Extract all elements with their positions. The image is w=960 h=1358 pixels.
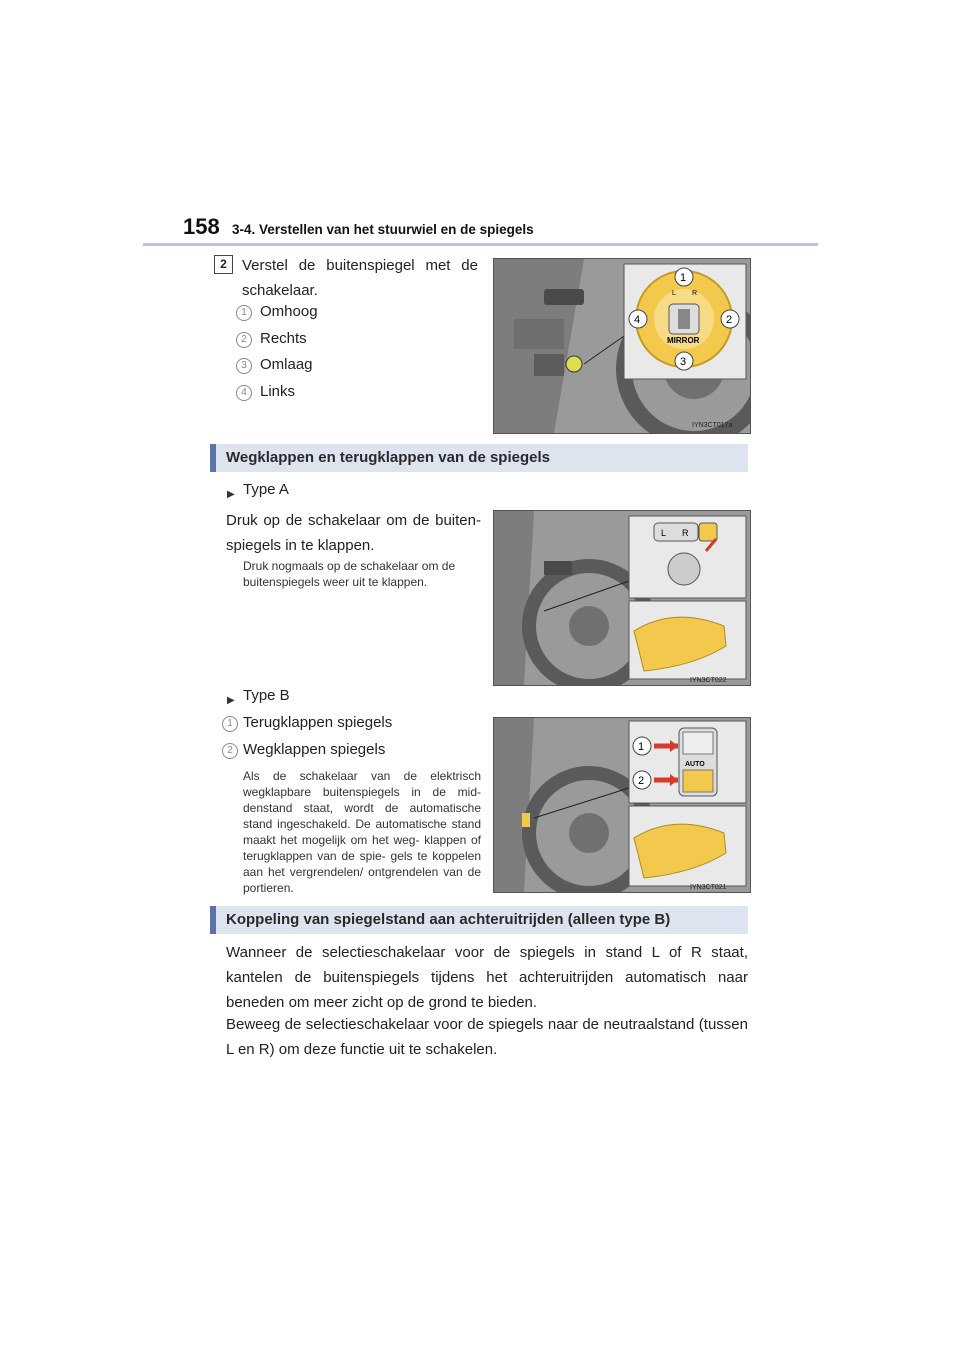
figure-code: IYN3CT017a <box>692 422 733 429</box>
switch-label-l: L <box>672 290 676 297</box>
type-a-note: Druk nogmaals op de schakelaar om de buitenspiegels weer uit te klappen. <box>243 559 456 589</box>
figure-code: IYN3CT022 <box>690 677 727 684</box>
type-label: Type A <box>243 481 289 498</box>
switch-label-r: R <box>682 528 689 538</box>
mirror-switch-figure <box>493 258 751 434</box>
auto-label: AUTO <box>685 761 705 768</box>
header-divider <box>143 243 818 246</box>
item-label: Omlaag <box>260 356 313 373</box>
item-number: 1 <box>222 716 238 732</box>
dashboard-illustration <box>494 718 750 892</box>
callout-3: 3 <box>680 356 687 368</box>
item-number: 3 <box>236 358 252 374</box>
callout-4: 4 <box>634 314 641 326</box>
callout-1: 1 <box>638 741 645 753</box>
callout-2: 2 <box>726 314 733 326</box>
chapter-title: 3-4. Verstellen van het stuurwiel en de spiegels <box>232 222 534 237</box>
step-text: Verstel de buitenspiegel met de schakelaar. <box>242 257 478 299</box>
item-number: 2 <box>236 332 252 348</box>
type-a-text: Druk op de schakelaar om de buiten- spiegels in te klappen. <box>226 512 481 554</box>
callout-2: 2 <box>638 775 645 787</box>
fold-switch-type-b-figure <box>493 717 751 893</box>
item-label: Wegklappen spiegels <box>243 741 386 758</box>
fold-switch-type-a-figure <box>493 510 751 686</box>
step-number: 2 <box>214 255 233 274</box>
mirror-label: MIRROR <box>667 336 700 345</box>
item-number: 2 <box>222 743 238 759</box>
switch-label-l: L <box>661 528 667 538</box>
section-heading: Koppeling van spiegelstand aan achteruitrijden (alleen type B) <box>210 906 748 934</box>
item-label: Omhoog <box>260 303 318 320</box>
bullet-triangle-icon: ▶ <box>227 695 235 706</box>
item-number: 4 <box>236 385 252 401</box>
section-heading: Wegklappen en terugklappen van de spiegels <box>210 444 748 472</box>
dashboard-illustration <box>494 511 750 685</box>
item-label: Rechts <box>260 330 307 347</box>
switch-label-r: R <box>692 290 698 297</box>
section-paragraph: Wanneer de selectieschakelaar voor de spiegels in stand L of R staat, kantelen de buitenspiegels tijdens het achteruitrijden automatisch naar beneden om meer zicht op de grond te bieden. <box>226 944 748 1011</box>
bullet-triangle-icon: ▶ <box>227 489 235 500</box>
item-number: 1 <box>236 305 252 321</box>
figure-code: IYN3CT021 <box>690 884 727 891</box>
dashboard-illustration <box>494 259 750 433</box>
item-label: Terugklappen spiegels <box>243 714 393 731</box>
type-b-note: Als de schakelaar van de elektrisch wegklapbare buitenspiegels in de mid- denstand staat, wordt de automatische stand ingeschakeld. De automatische stand maakt het mogelijk om het weg- klappen of terugklappen van de spie- gels te koppelen aan het vergrendelen/ ontgrendelen van de portieren. <box>243 769 481 895</box>
item-label: Links <box>260 383 296 400</box>
page-number: 158 <box>183 214 220 239</box>
type-label: Type B <box>243 687 290 704</box>
section-paragraph: Beweeg de selectieschakelaar voor de spiegels naar de neutraalstand (tussen L en R) om deze functie uit te schakelen. <box>226 1016 748 1058</box>
callout-1: 1 <box>680 272 687 284</box>
